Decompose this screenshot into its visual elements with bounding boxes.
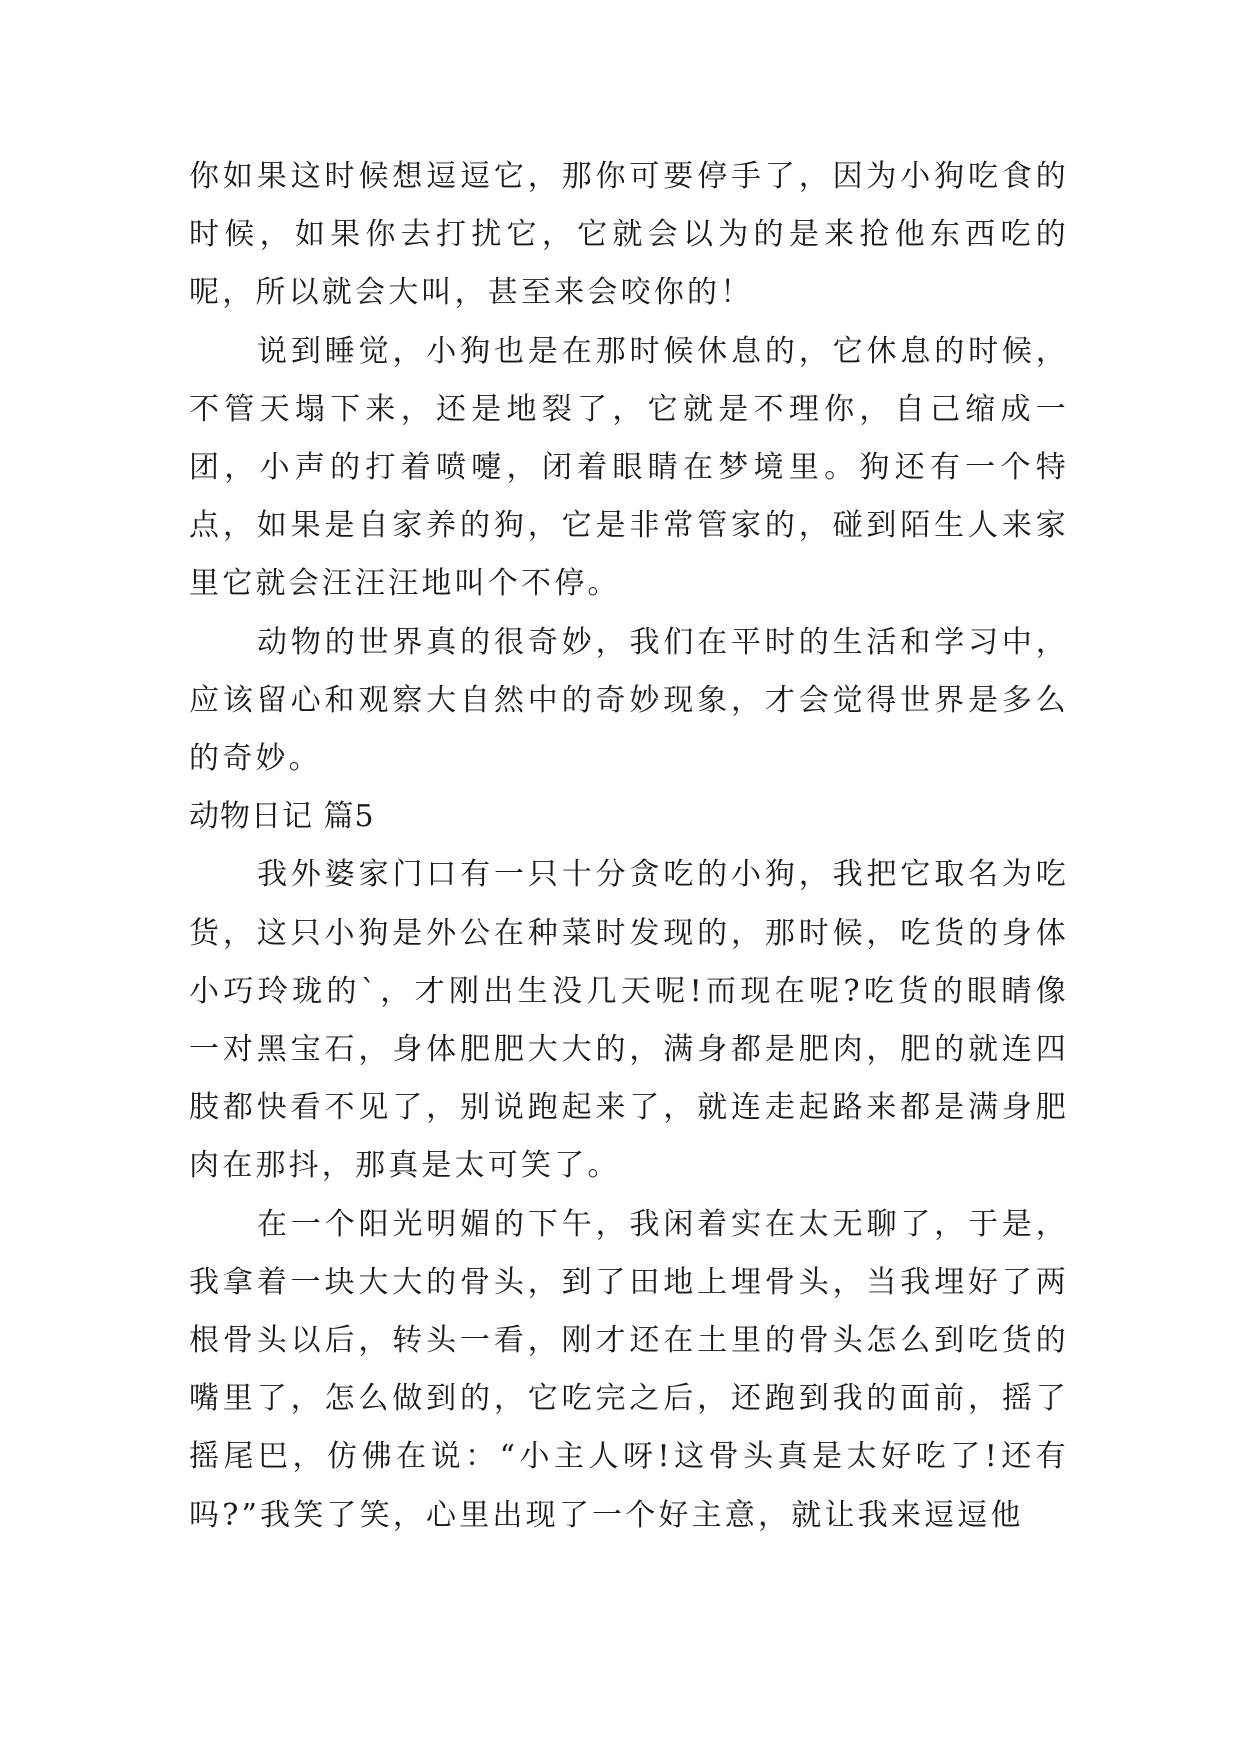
paragraph-feeding: 你如果这时候想逗逗它，那你可要停手了，因为小狗吃食的时候，如果你去打扰它，它就会以为的是来抢他东西吃的呢，所以就会大叫，甚至来会咬你的！ [189,159,1069,311]
document-page [189,148,1069,1545]
paragraph-conclusion: 动物的世界真的很奇妙，我们在平时的生活和学习中，应该留心和观察大自然中的奇妙现象，才会觉得世界是多么的奇妙。 [189,624,1069,777]
section-heading: 动物日记 篇5 [189,799,375,835]
paragraph-greedy-dog: 我外婆家门口有一只十分贪吃的小狗，我把它取名为吃货，这只小狗是外公在种菜时发现的，那时候，吃货的身体小巧玲珑的`，才刚出生没几天呢!而现在呢?吃货的眼睛像一对黑宝石，身体肥肥大大的，满身都是肥肉，肥的就连四肢都快看不见了，别说跑起来了，就连走起路来都是满身肥肉在那抖，那真是太可笑了。 [189,857,1069,1184]
paragraph-bone-story: 在一个阳光明媚的下午，我闲着实在太无聊了，于是，我拿着一块大大的骨头，到了田地上埋骨头，当我埋好了两根骨头以后，转头一看，刚才还在土里的骨头怎么到吃货的嘴里了，怎么做到的，它吃完之后，还跑到我的面前，摇了摇尾巴，仿佛在说：“小主人呀!这骨头真是太好吃了!还有吗?”我笑了笑，心里出现了一个好主意，就让我来逗逗他 [189,1206,1069,1533]
paragraph-sleeping: 说到睡觉，小狗也是在那时候休息的，它休息的时候，不管天塌下来，还是地裂了，它就是不理你，自己缩成一团，小声的打着喷嚏，闭着眼睛在梦境里。狗还有一个特点，如果是自家养的狗，它是非常管家的，碰到陌生人来家里它就会汪汪汪地叫个不停。 [189,333,1069,602]
